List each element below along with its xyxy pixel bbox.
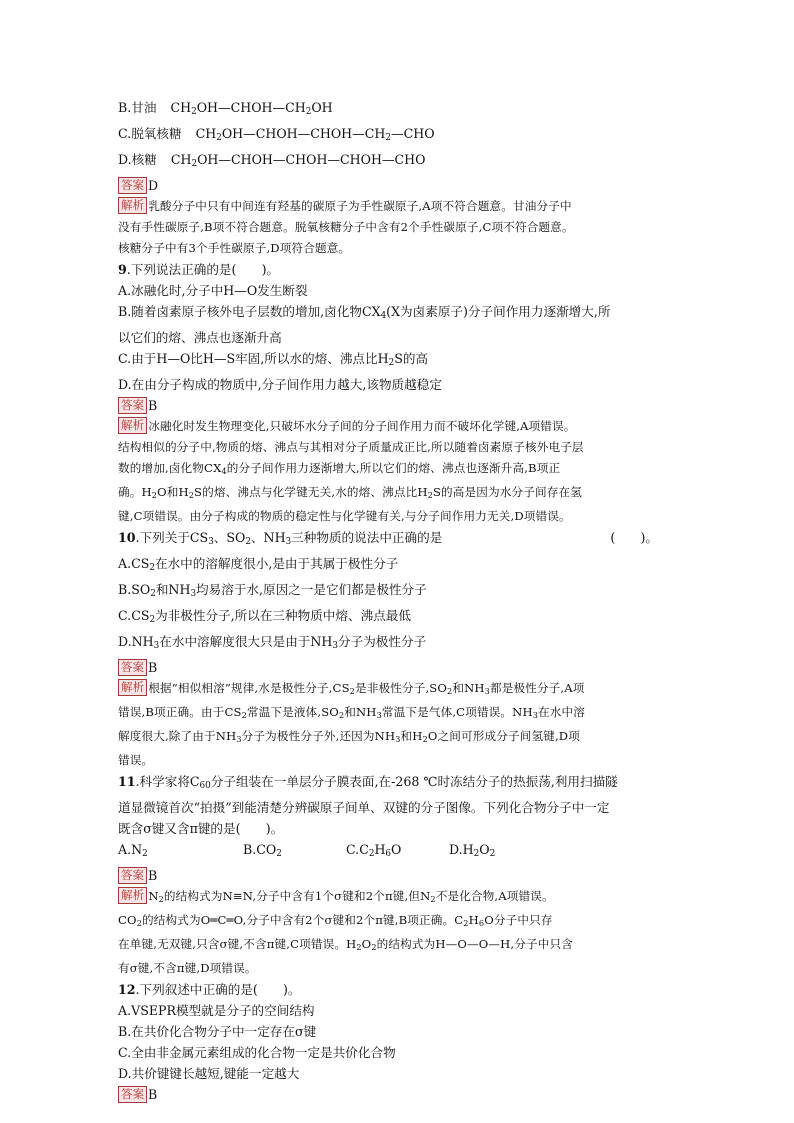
q9-option-d: D.在由分子构成的物质中,分子间作用力越大,该物质越稳定 bbox=[118, 377, 442, 392]
explanation-tag: 解析 bbox=[118, 887, 147, 904]
q11-option-a: $A.N_2$ bbox=[118, 842, 148, 859]
q8-explanation-line: 核糖分子中有3个手性碳原子,D项符合题意。 bbox=[118, 241, 351, 255]
q11-options bbox=[118, 839, 678, 865]
q9-explanation-line: 键,C项错误。由分子构成的物质的稳定性与化学键有关,与分子间作用力无关,D项错误。 bbox=[118, 509, 571, 523]
q10-option-c: $C.CS_2$为非极性分子,所以在三种物质中熔、沸点最低 bbox=[118, 608, 411, 625]
q11-stem-line: 既含σ键又含π键的是( )。 bbox=[118, 821, 284, 836]
q10-explanation: 解析 根据“相似相溶”规律,水是极性分子$,CS_2$是非极性分子$,SO_2$和$NH_3$都是极性分子,A项 bbox=[118, 678, 678, 702]
q8-option-b-formula: $CH_2OH—CHOH—CH_2OH$ bbox=[170, 100, 333, 117]
q11-answer bbox=[118, 865, 678, 886]
answer-value: B bbox=[148, 660, 158, 675]
answer-value: B bbox=[148, 1087, 158, 1102]
answer-value: D bbox=[148, 178, 159, 193]
q11-stem-line: 道显微镜首次“拍摄”到能清楚分辨碳原子间单、双键的分子图像。下列化合物分子中一定 bbox=[118, 800, 610, 815]
q12-option-c: C.全由非金属元素组成的化合物一定是共价化合物 bbox=[118, 1045, 396, 1060]
q8-option-d-formula: $CH_2OH—CHOH—CHOH—CHOH—CHO$ bbox=[170, 152, 426, 169]
q10-explanation-line: 错误,B项正确。由于$CS_2$常温下是液体$,SO_2$和$NH_3$常温下是气体,C项错误。$NH_3$在水中溶 bbox=[118, 705, 586, 720]
document-page bbox=[118, 97, 678, 1105]
q9-explanation-line: 数的增加,卤化物$CX_4$的分子间作用力逐渐增大,所以它们的熔、沸点也逐渐升高,B项正 bbox=[118, 461, 561, 476]
q10-option-d: $D.NH_3$在水中溶解度很大只是由于$NH_3$分子为极性分子 bbox=[118, 634, 427, 651]
answer-tag: 答案 bbox=[118, 867, 147, 884]
explanation-tag: 解析 bbox=[118, 417, 147, 434]
q12-option-d: D.共价键键长越短,键能一定越大 bbox=[118, 1066, 300, 1081]
answer-tag: 答案 bbox=[118, 177, 147, 194]
answer-tag: 答案 bbox=[118, 659, 147, 676]
q8-answer bbox=[118, 175, 678, 196]
q8-option-c-formula: $CH_2OH—CHOH—CHOH—CH_2—CHO$ bbox=[195, 126, 435, 143]
q8-option-d: D.核糖 $CH_2OH—CHOH—CHOH—CHOH—CHO$ bbox=[118, 152, 426, 169]
explanation-tag: 解析 bbox=[118, 679, 147, 696]
q10-option-a: $A.CS_2$在水中的溶解度很小,是由于其属于极性分子 bbox=[118, 556, 399, 573]
q10-option-b: $B.SO_2$和$NH_3$均易溶于水,原因之一是它们都是极性分子 bbox=[118, 582, 427, 599]
q9-option-b: B.随着卤素原子核外电子层数的增加,卤化物$CX_4(X$为卤素原子)分子间作用力逐渐增大,所 bbox=[118, 304, 611, 321]
q9-option-c: C.由于H—O比H—S牢固,所以水的熔、沸点比$H_2S$的高 bbox=[118, 351, 429, 368]
q11-option-c: $C.C_2H_6O$ bbox=[346, 842, 402, 859]
answer-tag: 答案 bbox=[118, 1086, 147, 1103]
q11-stem: 11.科学家将$C_{60}$分子组装在一单层分子膜表面,在-268 ℃时冻结分子的热振荡,利用扫描隧 bbox=[118, 774, 618, 791]
answer-value: B bbox=[148, 868, 158, 883]
answer-tag: 答案 bbox=[118, 397, 147, 414]
q11-explanation-line: 在单键,无双键,只含σ键,不含π键,C项错误。$H_2O_2$的结构式为H—O—O—H,分子中只含 bbox=[118, 937, 573, 952]
q11-option-b: $B.CO_2$ bbox=[243, 842, 282, 859]
q12-answer bbox=[118, 1084, 678, 1105]
q9-explanation-line: 确。$H_2O$和$H_2S$的熔、沸点与化学键无关,水的熔、沸点比$H_2S$的高是因为水分子间存在氢 bbox=[118, 485, 582, 500]
q8-explanation-line: 没有手性碳原子,B项不符合题意。脱氧核糖分子中含有2个手性碳原子,C项不符合题意。 bbox=[118, 220, 574, 234]
q8-explanation: 解析 乳酸分子中只有中间连有羟基的碳原子为手性碳原子,A项不符合题意。甘油分子中 bbox=[118, 196, 678, 217]
q11-explanation: 解析 $N_2$的结构式为N≡N,分子中含有1个σ键和2个π键,但$N_2$不是化合物,A项错误。 bbox=[118, 886, 678, 910]
q10-explanation-line: 错误。 bbox=[118, 753, 154, 767]
q12-option-b: B.在共价化合物分子中一定存在σ键 bbox=[118, 1024, 317, 1039]
q9-answer bbox=[118, 395, 678, 416]
q10-answer bbox=[118, 657, 678, 678]
q9-option-a: A.冰融化时,分子中H—O发生断裂 bbox=[118, 283, 308, 298]
q12-option-a: A.VSEPR模型就是分子的空间结构 bbox=[118, 1003, 315, 1018]
q11-option-d: $D.H_2O_2$ bbox=[449, 842, 496, 859]
q8-option-b: B.甘油 $CH_2OH—CHOH—CH_2OH$ bbox=[118, 100, 333, 117]
q9-option-b-cont: 以它们的熔、沸点也逐渐升高 bbox=[118, 330, 282, 345]
q8-option-c: C.脱氧核糖 $CH_2OH—CHOH—CHOH—CH_2—CHO$ bbox=[118, 126, 435, 143]
q10-explanation-line: 解度很大,除了由于$NH_3$分子为极性分子外,还因为$NH_3$和$H_2O$之间可形成分子间氢键,D项 bbox=[118, 729, 580, 744]
q9-explanation: 解析 冰融化时发生物理变化,只破坏水分子间的分子间作用力而不破坏化学键,A项错误。 bbox=[118, 416, 678, 437]
q11-explanation-line: 有σ键,不含π键,D项错误。 bbox=[118, 961, 257, 975]
q9-stem: 9.下列说法正确的是( )。 bbox=[118, 262, 280, 277]
explanation-tag: 解析 bbox=[118, 197, 147, 214]
q12-stem: 12.下列叙述中正确的是( )。 bbox=[118, 982, 301, 997]
answer-value: B bbox=[148, 398, 158, 413]
q9-explanation-line: 结构相似的分子中,物质的熔、沸点与其相对分子质量成正比,所以随着卤素原子核外电子层 bbox=[118, 440, 584, 454]
q11-explanation-line: $CO_2$的结构式为O═C═O,分子中含有2个σ键和2个π键,B项正确。$C_2H_6O$分子中只存 bbox=[118, 913, 553, 928]
q10-stem: 10.下列关于$CS_3$、$SO_2$、$NH_3$三种物质的说法中正确的是 ( )。 bbox=[118, 530, 658, 547]
